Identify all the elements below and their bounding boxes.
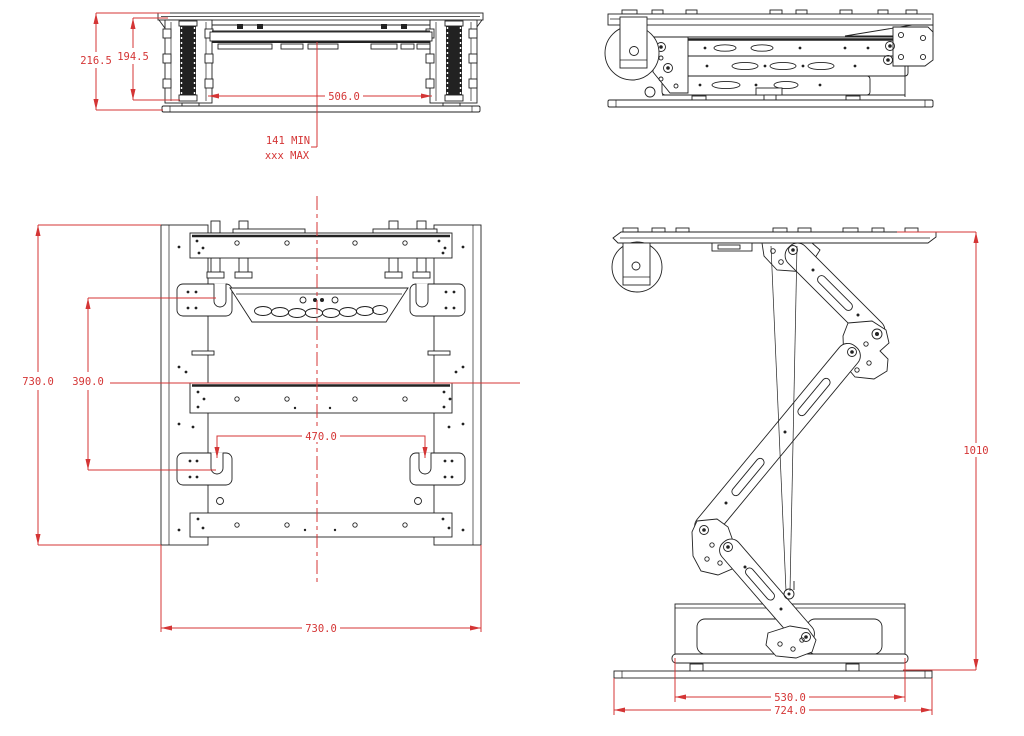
dim-baseplate-width: 724.0 xyxy=(774,705,806,717)
top-plate xyxy=(613,228,936,243)
rail-tower-left xyxy=(163,20,213,107)
tv-bracket-bar xyxy=(210,24,432,49)
rail-tower-right xyxy=(426,20,477,107)
gear-rack xyxy=(446,26,462,95)
dim-panel-height: 730.0 xyxy=(22,376,54,388)
view-front-collapsed xyxy=(78,13,483,162)
dim-rail-span: 506.0 xyxy=(328,91,360,103)
dim-housing-width: 530.0 xyxy=(774,692,806,704)
top-plate xyxy=(608,10,933,25)
lower-arm xyxy=(690,339,865,543)
folded-arm-stack xyxy=(645,25,933,97)
lower-bracket-pads xyxy=(177,453,465,485)
view-front-panel xyxy=(19,196,520,635)
pin-hole xyxy=(217,498,224,505)
pulley xyxy=(612,242,662,292)
baseplate xyxy=(162,106,480,112)
scissor-arm xyxy=(690,239,889,658)
baseplate xyxy=(614,671,932,678)
view-side-extended xyxy=(612,228,991,717)
dim-extended-height: 1010 xyxy=(963,445,989,457)
pulley xyxy=(605,17,659,80)
dim-panel-width: 730.0 xyxy=(305,623,337,635)
dim-notch-horizontal-span: 470.0 xyxy=(305,431,337,443)
view-side-collapsed xyxy=(605,10,933,107)
vent-plate xyxy=(230,288,408,322)
dim-max-height: xxx MAX xyxy=(264,150,310,162)
dim-min-height: 141 MIN xyxy=(265,135,311,147)
gear-rack xyxy=(180,26,196,95)
dim-inner-height-collapsed: 194.5 xyxy=(117,51,149,63)
bottom-cross-bar xyxy=(190,513,452,537)
dim-overall-height-collapsed: 216.5 xyxy=(80,55,112,67)
top-cross-bar xyxy=(190,221,452,278)
middle-cross-bar xyxy=(190,383,452,413)
dim-notch-vertical-span: 390.0 xyxy=(72,376,104,388)
pin-hole xyxy=(415,498,422,505)
ankle-bracket xyxy=(766,626,816,658)
baseplate xyxy=(608,95,933,107)
